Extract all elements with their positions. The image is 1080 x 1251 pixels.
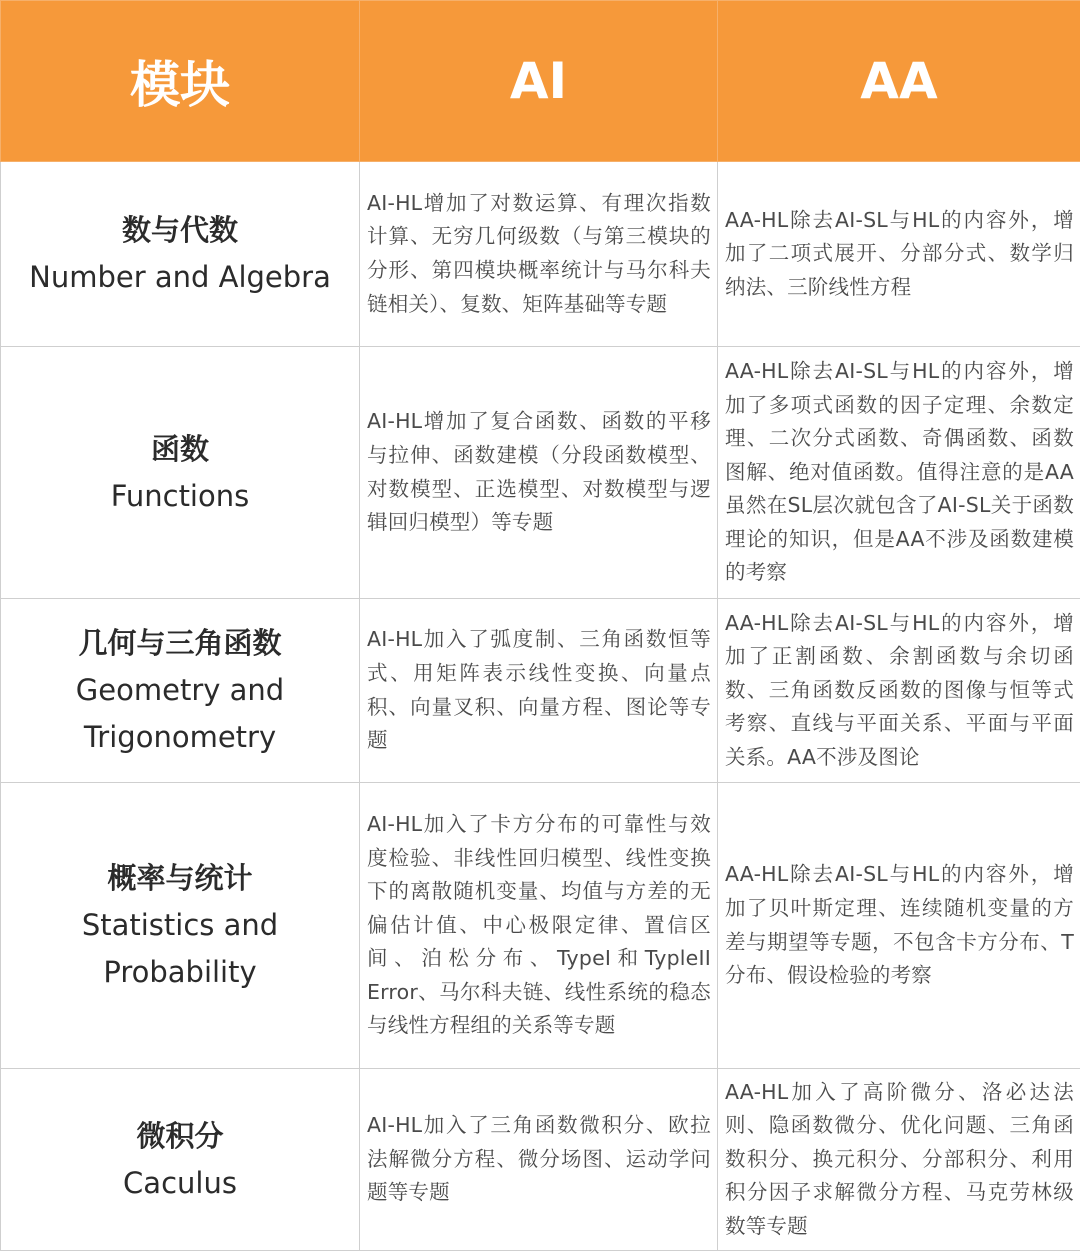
module-name-zh: 几何与三角函数: [7, 620, 353, 667]
module-name-zh: 函数: [7, 426, 353, 473]
ai-description: AI-HL增加了复合函数、函数的平移与拉伸、函数建模（分段函数模型、对数模型、正选模型、对数模型与逻辑回归模型）等专题: [360, 347, 718, 599]
module-name-zh: 数与代数: [7, 207, 353, 254]
header-module: 模块: [1, 1, 360, 162]
aa-description: AA-HL除去AI-SL与HL的内容外，增加了多项式函数的因子定理、余数定理、二次分式函数、奇偶函数、函数图解、绝对值函数。值得注意的是AA虽然在SL层次就包含了AI-SL关于函数理论的知识，但是AA不涉及函数建模的考察: [718, 347, 1080, 599]
header-aa: AA: [718, 1, 1080, 162]
module-name-en: Statistics and Probability: [7, 902, 353, 996]
header-ai: AI: [360, 1, 718, 162]
module-cell: [1, 1069, 360, 1251]
module-name-zh: 概率与统计: [7, 855, 353, 902]
module-cell: [1, 162, 360, 347]
ai-description: AI-HL加入了三角函数微积分、欧拉法解微分方程、微分场图、运动学问题等专题: [360, 1069, 718, 1251]
aa-description: AA-HL除去AI-SL与HL的内容外，增加了二项式展开、分部分式、数学归纳法、三阶线性方程: [718, 162, 1080, 347]
table-header: [1, 1, 1080, 162]
module-name-zh: 微积分: [7, 1113, 353, 1160]
module-name-en: Caculus: [7, 1160, 353, 1207]
module-cell: [1, 347, 360, 599]
ai-description: AI-HL加入了弧度制、三角函数恒等式、用矩阵表示线性变换、向量点积、向量叉积、向量方程、图论等专题: [360, 599, 718, 783]
module-cell: [1, 599, 360, 783]
ai-description: AI-HL增加了对数运算、有理次指数计算、无穷几何级数（与第三模块的分形、第四模块概率统计与马尔科夫链相关）、复数、矩阵基础等专题: [360, 162, 718, 347]
module-name-en: Number and Algebra: [7, 254, 353, 301]
ai-description: AI-HL加入了卡方分布的可靠性与效度检验、非线性回归模型、线性变换下的离散随机变量、均值与方差的无偏估计值、中心极限定律、置信区间、泊松分布、TypeI和TypleII Error、马尔科夫链、线性系统的稳态与线性方程组的关系等专题: [360, 783, 718, 1069]
module-name-en: Geometry and Trigonometry: [7, 667, 353, 761]
aa-description: AA-HL除去AI-SL与HL的内容外，增加了正割函数、余割函数与余切函数、三角函数反函数的图像与恒等式考察、直线与平面关系、平面与平面关系。AA不涉及图论: [718, 599, 1080, 783]
aa-description: AA-HL除去AI-SL与HL的内容外，增加了贝叶斯定理、连续随机变量的方差与期望等专题，不包含卡方分布、T分布、假设检验的考察: [718, 783, 1080, 1069]
table-row: [1, 1069, 1080, 1251]
table-row: [1, 783, 1080, 1069]
table-row: [1, 347, 1080, 599]
module-name-en: Functions: [7, 473, 353, 520]
aa-description: AA-HL加入了高阶微分、洛必达法则、隐函数微分、优化问题、三角函数积分、换元积分、分部积分、利用积分因子求解微分方程、马克劳林级数等专题: [718, 1069, 1080, 1251]
module-cell: [1, 783, 360, 1069]
table-row: [1, 599, 1080, 783]
table-row: [1, 162, 1080, 347]
